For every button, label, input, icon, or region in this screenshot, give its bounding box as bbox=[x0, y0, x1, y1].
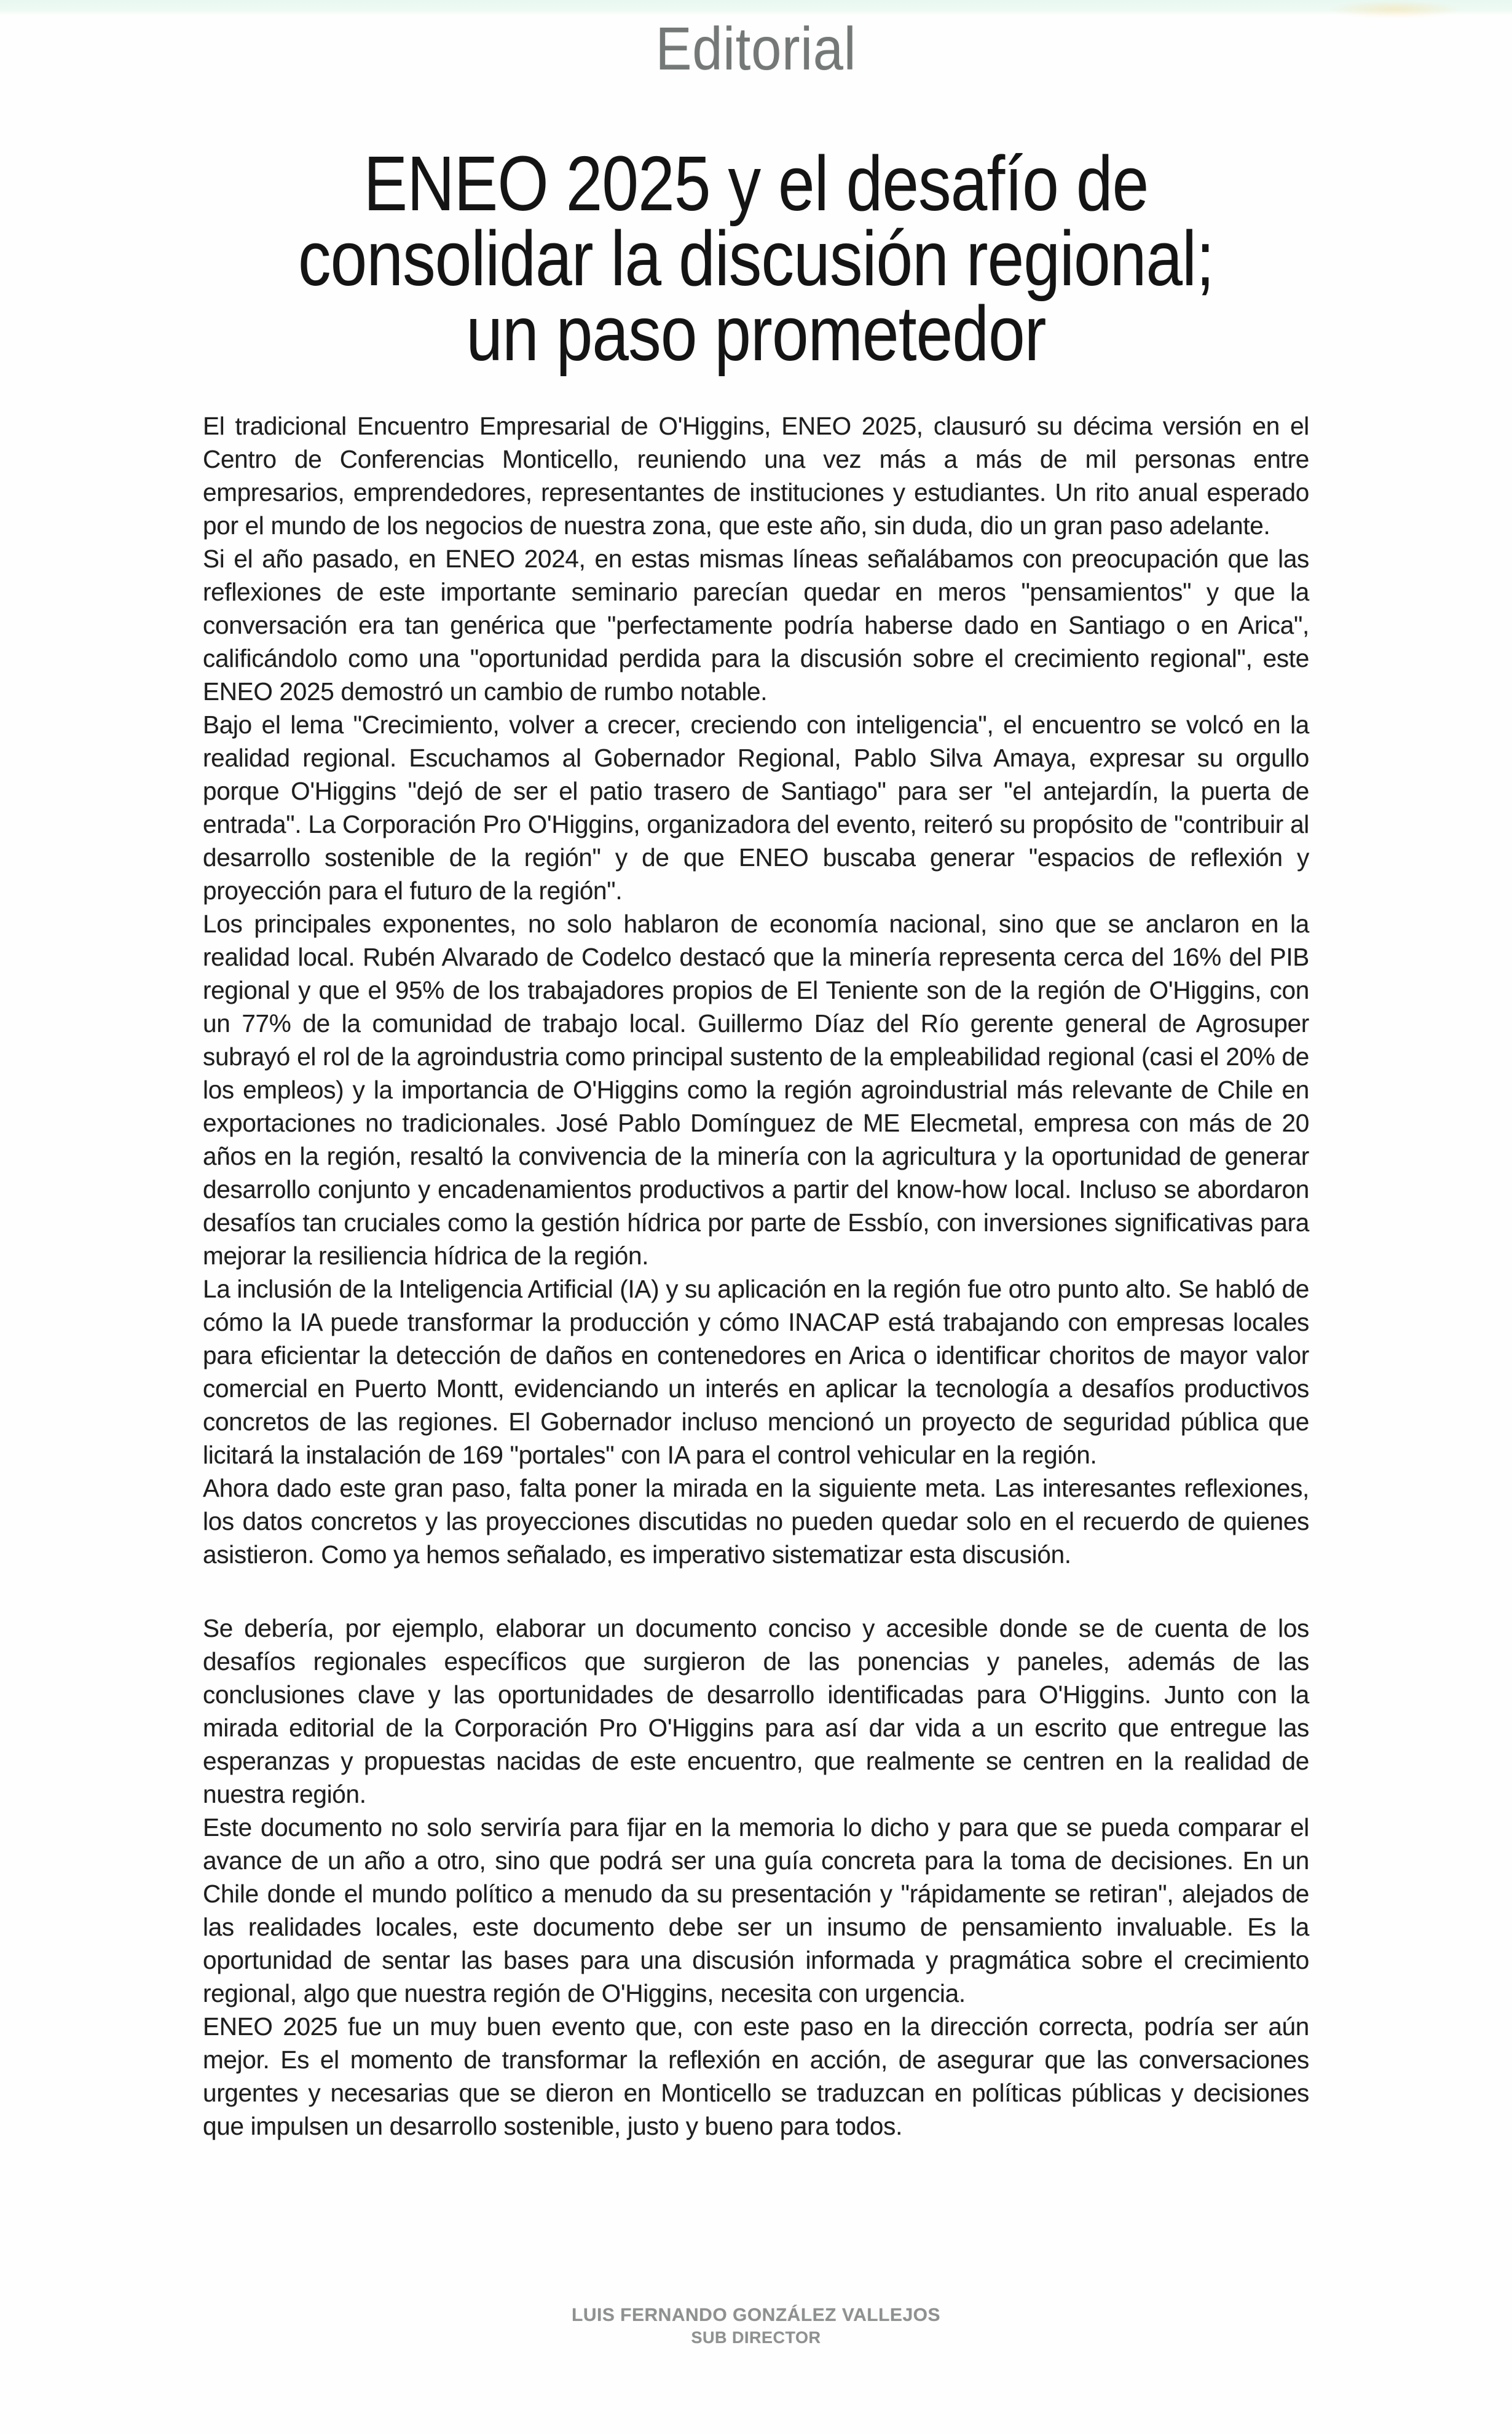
scan-artifact bbox=[1328, 0, 1463, 18]
article-paragraph: La inclusión de la Inteligencia Artificial (IA) y su aplicación en la región fue otro punto alto. Se habló de cómo la IA puede transformar la producción y cómo INACAP está trabajando con empresas locales para eficientar la detección de daños en contenedores en Arica o identificar choritos de mayor valor comercial en Puerto Montt, evidenciando un interés en aplicar la tecnología a desafíos productivos concretos de las regiones. El Gobernador incluso mencionó un proyecto de seguridad pública que licitará la instalación de 169 "portales" con IA para el control vehicular en la región. bbox=[203, 1275, 1309, 1469]
article-body bbox=[203, 409, 1309, 2143]
section-label: Editorial bbox=[655, 15, 857, 82]
article-paragraph: Los principales exponentes, no solo hablaron de economía nacional, sino que se anclaron en la realidad local. Rubén Alvarado de Codelco destacó que la minería representa cerca del 16% del PIB regional y que el 95% de los trabajadores propios de El Teniente son de la región de O'Higgins, con un 77% de la comunidad de trabajo local. Guillermo Díaz del Río gerente general de Agrosuper subrayó el rol de la agroindustria como principal sustento de la empleabilidad regional (casi el 20% de los empleos) y la importancia de O'Higgins como la región agroindustrial más relevante de Chile en exportaciones no tradicionales. José Pablo Domínguez de ME Elecmetal, empresa con más de 20 años en la región, resaltó la convivencia de la minería con la agricultura y la oportunidad de generar desarrollo conjunto y encadenamientos productivos a partir del know-how local. Incluso se abordaron desafíos tan cruciales como la gestión hídrica por parte de Essbío, con inversiones significativas para mejorar la resiliencia hídrica de la región. bbox=[203, 910, 1309, 1270]
page-content bbox=[0, 15, 1512, 2143]
article-paragraph: Ahora dado este gran paso, falta poner la mirada en la siguiente meta. Las interesantes reflexiones, los datos concretos y las proyecciones discutidas no pueden quedar solo en el recuerdo de quienes asistieron. Como ya hemos señalado, es imperativo sistematizar esta discusión. bbox=[203, 1474, 1309, 1569]
article-title-line: ENEO 2025 y el desafío de bbox=[363, 140, 1149, 227]
page-top-strip bbox=[0, 0, 1512, 15]
article-paragraph: Se debería, por ejemplo, elaborar un documento conciso y accesible donde se de cuenta de los desafíos regionales específicos que surgieron de las ponencias y paneles, además de las conclusiones clave y las oportunidades de desarrollo identificadas para O'Higgins. Junto con la mirada editorial de la Corporación Pro O'Higgins para así dar vida a un escrito que entregue las esperanzas y propuestas nacidas de este encuentro, que realmente se centren en la realidad de nuestra región. bbox=[203, 1614, 1309, 1808]
article-footer bbox=[0, 2304, 1512, 2348]
article-paragraph: Bajo el lema "Crecimiento, volver a crecer, creciendo con inteligencia", el encuentro se volcó en la realidad regional. Escuchamos al Gobernador Regional, Pablo Silva Amaya, expresar su orgullo porque O'Higgins "dejó de ser el patio trasero de Santiago" para ser "el antejardín, la puerta de entrada". La Corporación Pro O'Higgins, organizadora del evento, reiteró su propósito de "contribuir al desarrollo sostenible de la región" y de que ENEO buscaba generar "espacios de reflexión y proyección para el futuro de la región". bbox=[203, 711, 1309, 905]
article-title-line: un paso prometedor bbox=[466, 290, 1046, 377]
article-paragraph: El tradicional Encuentro Empresarial de O'Higgins, ENEO 2025, clausuró su décima versión en el Centro de Conferencias Monticello, reuniendo una vez más a más de mil personas entre empresarios, emprendedores, representantes de instituciones y estudiantes. Un rito anual esperado por el mundo de los negocios de nuestra zona, que este año, sin duda, dio un gran paso adelante. bbox=[203, 412, 1309, 540]
article-paragraph: Si el año pasado, en ENEO 2024, en estas mismas líneas señalábamos con preocupación que las reflexiones de este importante seminario parecían quedar en meros "pensamientos" y que la conversación era tan genérica que "perfectamente podría haberse dado en Santiago o en Arica", calificándolo como una "oportunidad perdida para la discusión sobre el crecimiento regional", este ENEO 2025 demostró un cambio de rumbo notable. bbox=[203, 545, 1309, 706]
article-paragraph: ENEO 2025 fue un muy buen evento que, con este paso en la dirección correcta, podría ser aún mejor. Es el momento de transformar la reflexión en acción, de asegurar que las conversaciones urgentes y necesarias que se dieron en Monticello se traduzcan en políticas públicas y decisiones que impulsen un desarrollo sostenible, justo y bueno para todos. bbox=[203, 2012, 1309, 2140]
article-title-line: consolidar la discusión regional; bbox=[297, 215, 1215, 302]
author-role: SUB DIRECTOR bbox=[691, 2328, 821, 2347]
article-paragraph: Este documento no solo serviría para fijar en la memoria lo dicho y para que se pueda comparar el avance de un año a otro, sino que podrá ser una guía concreta para la toma de decisiones. En un Chile donde el mundo político a menudo da su presentación y "rápidamente se retiran", alejados de las realidades locales, este documento debe ser un insumo de pensamiento invaluable. Es la oportunidad de sentar las bases para una discusión informada y pragmática sobre el crecimiento regional, algo que nuestra región de O'Higgins, necesita con urgencia. bbox=[203, 1813, 1309, 2007]
article-author: LUIS FERNANDO GONZÁLEZ VALLEJOS bbox=[572, 2305, 940, 2325]
article-title bbox=[0, 140, 1512, 377]
